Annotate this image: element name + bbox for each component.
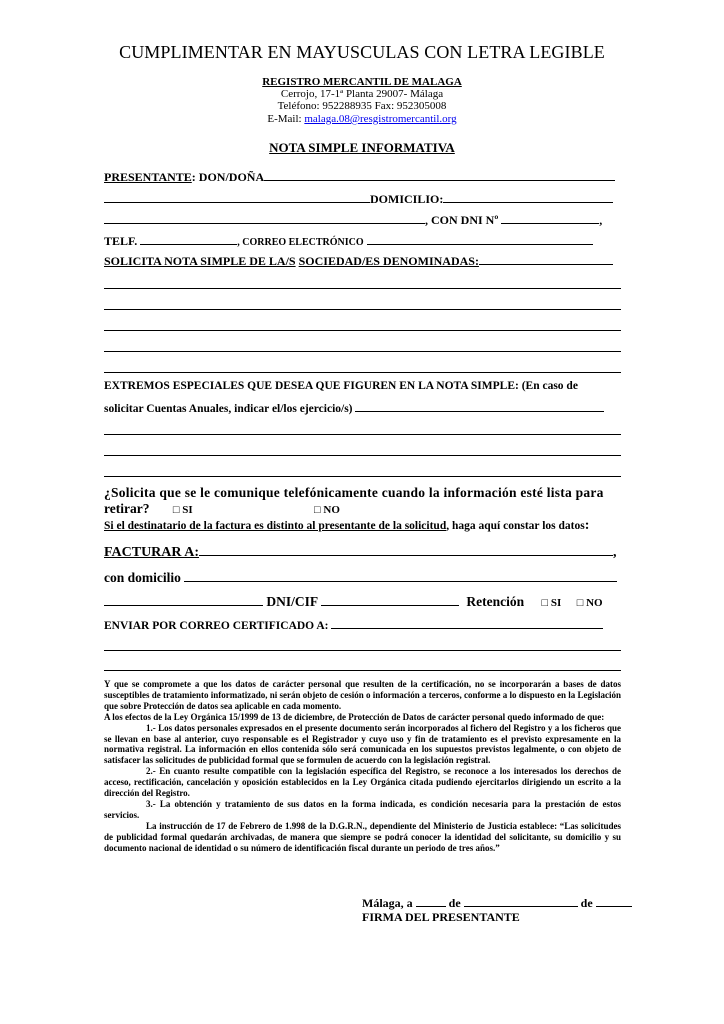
retirar-row: retirar? □ SI □ NO xyxy=(104,501,340,516)
domicilio-field[interactable] xyxy=(443,192,613,203)
sociedad-line[interactable] xyxy=(104,372,621,373)
destinatario-text: Si el destinatario de la factura es distinto al presentante de la solicitud, haga aquí constar los datos: xyxy=(104,518,590,533)
retencion-no-checkbox[interactable]: □ NO xyxy=(576,597,603,609)
month-field[interactable] xyxy=(464,896,578,907)
email-link[interactable]: malaga.08@resgistromercantil.org xyxy=(304,113,457,125)
extremos-line[interactable] xyxy=(104,455,621,456)
extremos-row: solicitar Cuentas Anuales, indicar el/los ejercicio/s) xyxy=(104,401,621,415)
sociedad-field[interactable] xyxy=(479,254,613,265)
retencion-si-checkbox[interactable]: □ SI xyxy=(541,597,562,609)
registry-email: E-Mail: malaga.08@resgistromercantil.org xyxy=(267,113,457,125)
con-domicilio-row: con domicilio xyxy=(104,569,621,586)
date-line: Málaga, a de de xyxy=(362,896,632,910)
sociedad-line[interactable] xyxy=(104,351,621,352)
day-field[interactable] xyxy=(416,896,446,907)
dni-label: , CON DNI Nº xyxy=(425,213,499,227)
extremos-text: EXTREMOS ESPECIALES QUE DESEA QUE FIGUREN EN LA NOTA SIMPLE: (En caso de xyxy=(104,380,578,392)
domicilio-cont-field[interactable] xyxy=(104,213,425,224)
domicilio-row xyxy=(104,192,621,207)
email-field[interactable] xyxy=(367,234,593,245)
extremos-field[interactable] xyxy=(355,401,604,412)
sociedad-line[interactable] xyxy=(104,309,621,310)
form-title: NOTA SIMPLE INFORMATIVA xyxy=(269,140,455,155)
facturar-row: FACTURAR A: , xyxy=(104,545,617,560)
dni-cif-row xyxy=(104,593,621,610)
domicilio-label: DOMICILIO: xyxy=(370,192,444,206)
extremos-line[interactable] xyxy=(104,434,621,435)
dni-field[interactable] xyxy=(501,213,599,224)
facturar-extra-field[interactable] xyxy=(104,593,263,606)
dni-cif-label: DNI/CIF xyxy=(266,594,318,609)
telefono-question: ¿Solicita que se le comunique telefónicamente cuando la información esté lista para xyxy=(104,485,604,500)
extremos-line[interactable] xyxy=(104,476,621,477)
retencion-label: Retención xyxy=(466,594,525,609)
solicita-row: SOLICITA NOTA SIMPLE DE LA/S SOCIEDAD/ES DENOMINADAS: xyxy=(104,254,621,269)
page-title: CUMPLIMENTAR EN MAYUSCULAS CON LETRA LEGIBLE xyxy=(119,42,605,62)
presentante-row: PRESENTANTE: DON/DOÑA xyxy=(104,170,621,185)
registry-phone: Teléfono: 952288935 Fax: 952305008 xyxy=(277,100,447,112)
enviar-row: ENVIAR POR CORREO CERTIFICADO A: xyxy=(104,618,621,632)
registry-name: REGISTRO MERCANTIL DE MALAGA xyxy=(262,76,462,88)
facturar-field[interactable] xyxy=(199,543,613,556)
year-field[interactable] xyxy=(596,896,632,907)
dni-cif-field[interactable] xyxy=(321,593,459,606)
telf-label: TELF. xyxy=(104,234,138,248)
name-cont-field[interactable] xyxy=(104,192,370,203)
signature-block xyxy=(362,896,632,924)
facturar-domicilio-field[interactable] xyxy=(184,569,617,582)
enviar-line[interactable] xyxy=(104,670,621,671)
presentante-label: PRESENTANTE xyxy=(104,170,192,184)
dni-row: , CON DNI Nº , xyxy=(104,213,621,228)
no-checkbox[interactable]: □ NO xyxy=(314,504,340,516)
enviar-field[interactable] xyxy=(331,618,603,629)
telf-field[interactable] xyxy=(140,234,237,245)
si-checkbox[interactable]: □ SI xyxy=(172,504,193,516)
facturar-label: FACTURAR A: xyxy=(104,545,200,560)
registry-address: Cerrojo, 17-1ª Planta 29007- Málaga xyxy=(280,88,444,100)
sociedad-line[interactable] xyxy=(104,288,621,289)
telf-row xyxy=(104,234,621,249)
correo-label: , CORREO ELECTRÓNICO xyxy=(237,237,364,248)
legal-notice: Y que se compromete a que los datos de carácter personal que resulten de la certificación, no se incorporarán a bases de datos susceptibles de tratamiento informatizado, ni serán objeto de cesión o información a terceros, conforme a lo dispuesto en la Legislación que sobre Protección de datos sea aplicable en cada momento. A los efectos de la Ley Orgánica 15/1999 de 13 de diciembre, de Protección de Datos de carácter personal quedo informado de que: 1.- Los datos personales expresados en el presente documento serán incorporados al fichero del Registro y a los ficheros que se llevan en base al anterior, cuyo responsable es el Registrador y cuyo uso y fin de tratamiento es el previsto expresamente en la normativa registral. La información en ellos contenida sólo será comunicada en los supuestos previstos legalmente, o con objeto de satisfacer las solicitudes de publicidad formal que se formulen de acuerdo con la legislación registral. 2.- En cuanto resulte compatible con la legislación específica del Registro, se reconoce a los interesados los derechos de acceso, rectificación, cancelación y oposición establecidos en la Ley Orgánica citada pudiendo ejercitarlos dirigiendo un escrito a la dirección del Registro. 3.- La obtención y tratamiento de sus datos en la forma indicada, es condición necesaria para la prestación de estos servicios. La instrucción de 17 de Febrero de 1.998 de la D.G.R.N., dependiente del Ministerio de Justicia establece: “Las solicitudes de publicidad formal quedarán archivadas, de manera que siempre se podrá conocer la identidad del solicitante, su domicilio y su documento nacional de identidad o su número de identificación fiscal durante un periodo de tres años.” xyxy=(104,679,621,853)
name-field[interactable] xyxy=(264,170,615,181)
enviar-line[interactable] xyxy=(104,650,621,651)
sociedad-line[interactable] xyxy=(104,330,621,331)
firma-label: FIRMA DEL PRESENTANTE xyxy=(362,910,520,924)
